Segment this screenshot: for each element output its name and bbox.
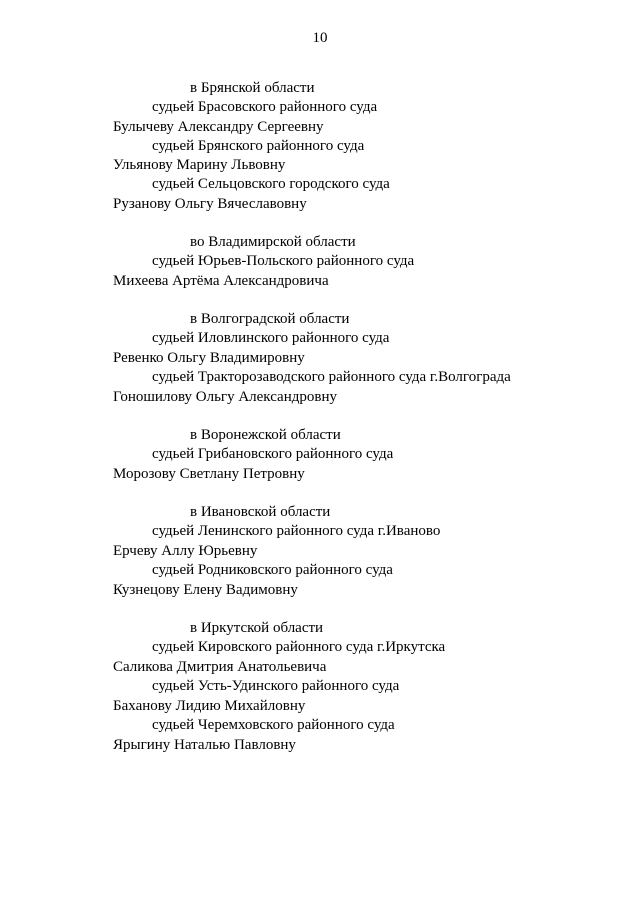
appointee-name: Баханову Лидию Михайловну	[113, 698, 306, 714]
appointment-position: судьей Иловлинского районного суда	[152, 330, 390, 346]
region-heading: в Ивановской области	[190, 504, 331, 520]
appointee-name: Ярыгину Наталью Павловну	[113, 737, 296, 753]
appointment-position: судьей Усть-Удинского районного суда	[152, 678, 400, 694]
appointment-position: судьей Ленинского районного суда г.Иваново	[152, 523, 441, 539]
region-heading: во Владимирской области	[190, 234, 356, 250]
appointee-name: Кузнецову Елену Вадимовну	[113, 582, 298, 598]
appointee-name: Ульянову Марину Львовну	[113, 157, 286, 173]
appointee-name: Ерчеву Аллу Юрьевну	[113, 543, 258, 559]
appointment-position: судьей Тракторозаводского районного суда г.Волгограда	[152, 369, 511, 385]
appointment-position: судьей Брасовского районного суда	[152, 99, 378, 115]
region-heading: в Волгоградской области	[190, 311, 350, 327]
appointee-name: Саликова Дмитрия Анатольевича	[113, 659, 327, 675]
region-heading: в Иркутской области	[190, 620, 324, 636]
appointment-position: судьей Брянского районного суда	[152, 138, 365, 154]
appointment-position: судьей Кировского районного суда г.Иркутска	[152, 639, 446, 655]
appointee-name: Рузанову Ольгу Вячеславовну	[113, 196, 307, 212]
appointment-position: судьей Сельцовского городского суда	[152, 176, 390, 192]
region-heading: в Брянской области	[190, 80, 315, 96]
appointee-name: Булычеву Александру Сергеевну	[113, 119, 324, 135]
page-number: 10	[312, 30, 328, 46]
appointee-name: Морозову Светлану Петровну	[113, 466, 305, 482]
appointment-position: судьей Черемховского районного суда	[152, 717, 395, 733]
appointment-position: судьей Родниковского районного суда	[152, 562, 393, 578]
appointment-position: судьей Юрьев-Польского районного суда	[152, 253, 415, 269]
appointment-position: судьей Грибановского районного суда	[152, 446, 394, 462]
appointee-name: Гоношилову Ольгу Александровну	[113, 389, 337, 405]
region-heading: в Воронежской области	[190, 427, 341, 443]
appointee-name: Михеева Артёма Александровича	[113, 273, 329, 289]
appointee-name: Ревенко Ольгу Владимировну	[113, 350, 305, 366]
